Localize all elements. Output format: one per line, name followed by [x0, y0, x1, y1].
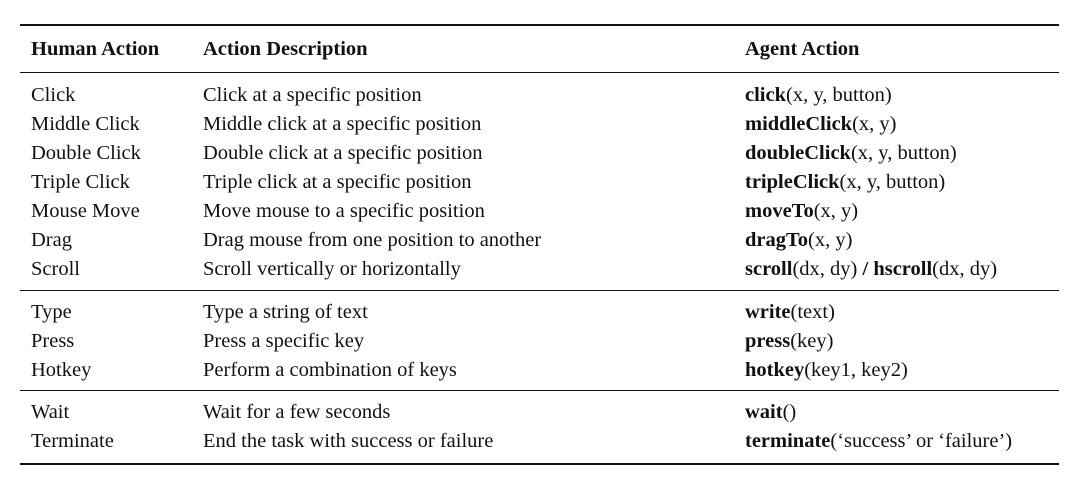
- description-cell: Double click at a specific position: [203, 142, 483, 164]
- table-row: [20, 139, 1059, 168]
- agent-function-args: (dx, dy): [792, 258, 858, 280]
- agent-function-name: scroll: [745, 258, 793, 280]
- agent-action-cell: [745, 356, 908, 385]
- agent-function-name: moveTo: [745, 200, 814, 222]
- agent-function-name: dragTo: [745, 229, 809, 251]
- human-action-cell: Middle Click: [31, 113, 140, 135]
- description-cell: Type a string of text: [203, 301, 368, 323]
- human-action-cell: Hotkey: [31, 359, 92, 381]
- description-cell: Press a specific key: [203, 330, 365, 352]
- keyboard-actions-group: [20, 291, 1059, 390]
- table-row: [20, 81, 1059, 110]
- agent-function-args: (x, y, button): [850, 142, 957, 164]
- agent-action-cell: [745, 398, 796, 427]
- description-cell: Perform a combination of keys: [203, 359, 457, 381]
- agent-function-name: tripleClick: [745, 171, 840, 193]
- agent-function-args-secondary: (dx, dy): [932, 258, 998, 280]
- agent-function-args: (x, y, button): [839, 171, 946, 193]
- header-agent-action: Agent Action: [745, 38, 860, 60]
- human-action-cell: Terminate: [31, 430, 114, 452]
- agent-action-cell: [745, 327, 833, 356]
- description-cell: Middle click at a specific position: [203, 113, 482, 135]
- agent-function-name: click: [745, 84, 786, 106]
- description-cell: Move mouse to a specific position: [203, 200, 485, 222]
- human-action-cell: Mouse Move: [31, 200, 140, 222]
- human-action-cell: Wait: [31, 401, 70, 423]
- table-row: [20, 356, 1059, 385]
- table-row: [20, 398, 1059, 427]
- human-action-cell: Scroll: [31, 258, 80, 280]
- agent-action-cell: [745, 427, 1012, 456]
- table-row: [20, 298, 1059, 327]
- agent-function-name: write: [745, 301, 791, 323]
- description-cell: Drag mouse from one position to another: [203, 229, 542, 251]
- header-human-action: Human Action: [31, 38, 160, 60]
- human-action-cell: Press: [31, 330, 75, 352]
- description-cell: Scroll vertically or horizontally: [203, 258, 461, 280]
- control-actions-group: [20, 391, 1059, 463]
- agent-action-cell: [745, 255, 997, 284]
- agent-function-args: (x, y): [808, 229, 853, 251]
- agent-action-cell: [745, 110, 896, 139]
- agent-action-cell: [745, 197, 858, 226]
- table-row: [20, 110, 1059, 139]
- mouse-actions-group: [20, 73, 1059, 290]
- agent-function-args: (key): [790, 330, 834, 352]
- action-space-table: [20, 24, 1059, 465]
- agent-function-args: (): [782, 401, 797, 423]
- agent-action-cell: [745, 139, 957, 168]
- bottom-rule: [20, 463, 1059, 465]
- table-row: [20, 427, 1059, 456]
- table-row: [20, 255, 1059, 284]
- agent-action-cell: [745, 226, 852, 255]
- agent-action-cell: [745, 298, 835, 327]
- agent-function-name: terminate: [745, 430, 831, 452]
- description-cell: Wait for a few seconds: [203, 401, 391, 423]
- agent-function-args: (x, y): [852, 113, 897, 135]
- human-action-cell: Double Click: [31, 142, 141, 164]
- agent-function-separator: /: [857, 258, 874, 280]
- agent-function-args: (x, y): [813, 200, 859, 222]
- human-action-cell: Click: [31, 84, 76, 106]
- table-row: [20, 197, 1059, 226]
- description-cell: Triple click at a specific position: [203, 171, 472, 193]
- agent-function-args: (text): [790, 301, 835, 323]
- header-action-description: Action Description: [203, 38, 368, 60]
- table-row: [20, 327, 1059, 356]
- table-row: [20, 226, 1059, 255]
- agent-action-cell: [745, 81, 892, 110]
- description-cell: Click at a specific position: [203, 84, 422, 106]
- human-action-cell: Type: [31, 301, 72, 323]
- agent-function-name: doubleClick: [745, 142, 851, 164]
- description-cell: End the task with success or failure: [203, 430, 494, 452]
- agent-function-args: (key1, key2): [804, 359, 908, 381]
- agent-function-args: (‘success’ or ‘failure’): [830, 430, 1013, 452]
- agent-function-name: hotkey: [745, 359, 805, 381]
- table-header-row: [20, 26, 1059, 72]
- agent-function-name: wait: [745, 401, 783, 423]
- agent-action-cell: [745, 168, 945, 197]
- human-action-cell: Drag: [31, 229, 72, 251]
- agent-function-name: press: [745, 330, 791, 352]
- agent-function-name-secondary: hscroll: [873, 258, 933, 280]
- agent-function-args: (x, y, button): [786, 84, 892, 106]
- agent-function-name: middleClick: [745, 113, 853, 135]
- table-row: [20, 168, 1059, 197]
- human-action-cell: Triple Click: [31, 171, 130, 193]
